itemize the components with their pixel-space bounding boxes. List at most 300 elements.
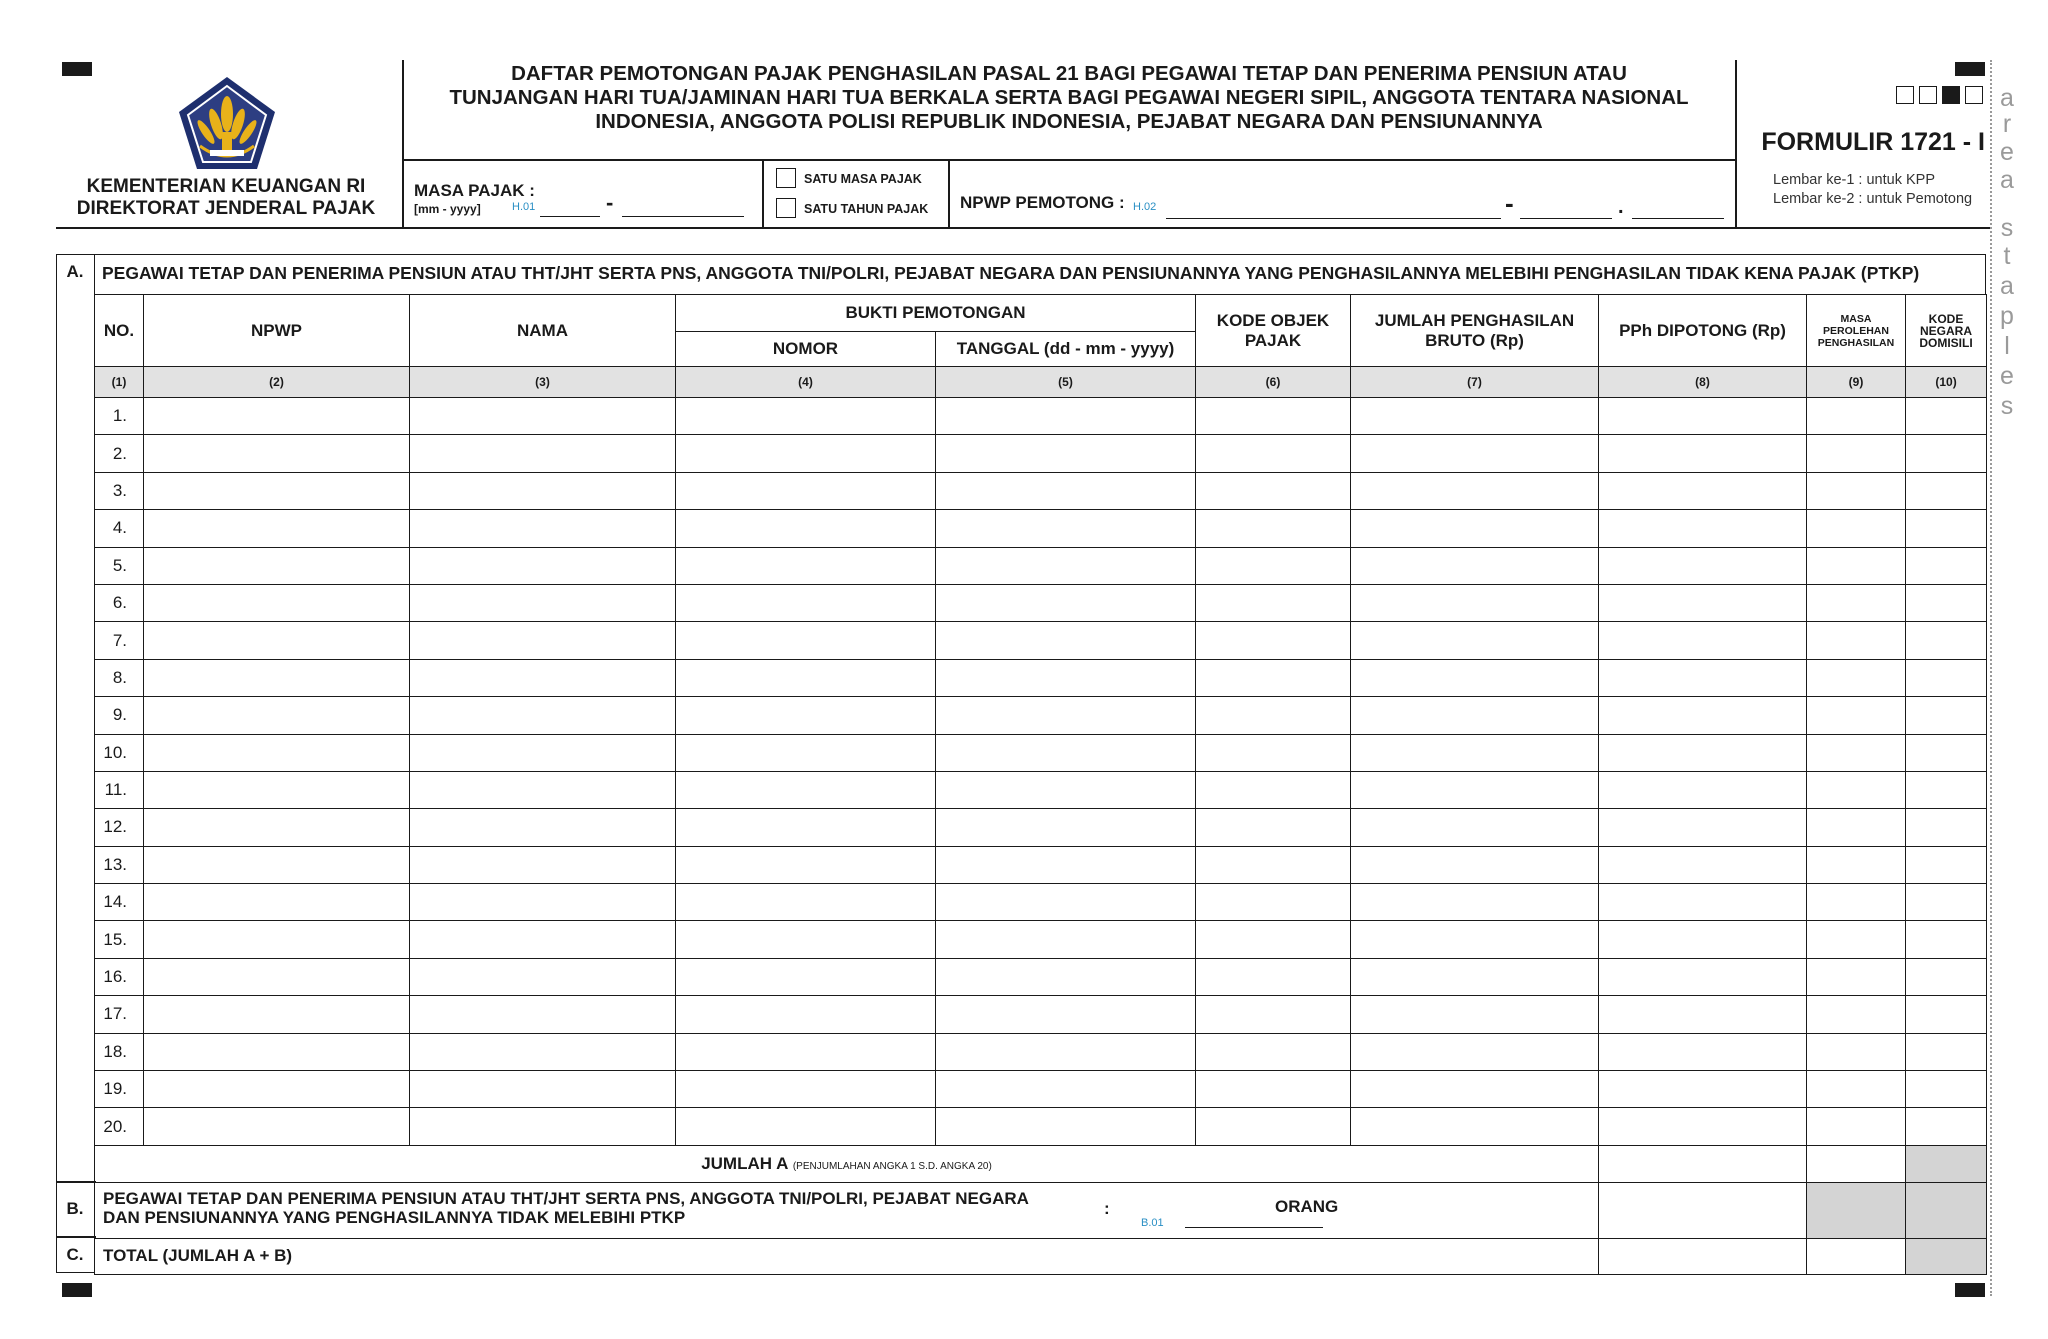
npwp-pemotong-suffix-input[interactable] [1632,218,1724,219]
bruto-cell[interactable] [1351,846,1599,883]
kode-negara-cell[interactable] [1906,846,1987,883]
nomor-cell[interactable] [676,435,936,472]
kode-negara-cell[interactable] [1906,996,1987,1033]
pph-cell[interactable] [1599,584,1807,621]
col-header-nama: NAMA [410,295,676,367]
nama-cell[interactable] [410,398,676,435]
kode-objek-cell[interactable] [1196,622,1351,659]
npwp-cell[interactable] [144,884,410,921]
nomor-cell[interactable] [676,1071,936,1108]
section-a-letter: A. [66,262,84,281]
jumlah-a-note: (PENJUMLAHAN ANGKA 1 S.D. ANGKA 20) [792,1160,992,1172]
bruto-cell[interactable] [1351,510,1599,547]
tanggal-cell[interactable] [936,1108,1196,1145]
pph-cell[interactable] [1599,659,1807,696]
kode-objek-cell[interactable] [1196,547,1351,584]
table-row [95,1108,1987,1145]
table-row [95,996,1987,1033]
kode-objek-cell[interactable] [1196,958,1351,995]
satu-tahun-pajak-checkbox[interactable] [776,198,796,218]
npwp-dot: . [1618,196,1624,218]
kode-negara-cell[interactable] [1906,398,1987,435]
pph-cell[interactable] [1599,809,1807,846]
kode-negara-cell[interactable] [1906,547,1987,584]
nomor-cell[interactable] [676,846,936,883]
masa-cell[interactable] [1807,771,1906,808]
section-b-title-line-1: PEGAWAI TETAP DAN PENERIMA PENSIUN ATAU THT/JHT SERTA PNS, ANGGOTA TNI/POLRI, PEJABAT NEGARA [103,1188,1029,1208]
sheet-2-note: Lembar ke-2 : untuk Pemotong [1773,191,1973,207]
column-number: (8) [1599,367,1807,398]
ministry-name: KEMENTERIAN KEUANGAN RI [86,176,366,197]
nomor-cell[interactable] [676,510,936,547]
nomor-cell[interactable] [676,622,936,659]
bruto-cell[interactable] [1351,659,1599,696]
npwp-cell[interactable] [144,1033,410,1070]
masa-cell[interactable] [1807,921,1906,958]
title-underline [402,159,1737,161]
kode-objek-cell[interactable] [1196,921,1351,958]
bruto-cell[interactable] [1351,398,1599,435]
section-c-bruto-input[interactable] [1599,1238,1807,1274]
nomor-cell[interactable] [676,771,936,808]
npwp-cell[interactable] [144,697,410,734]
pph-cell[interactable] [1599,884,1807,921]
nomor-cell[interactable] [676,996,936,1033]
nomor-cell[interactable] [676,958,936,995]
pph-cell[interactable] [1599,846,1807,883]
nama-cell[interactable] [410,622,676,659]
table-row [95,547,1987,584]
masa-cell[interactable] [1807,659,1906,696]
row-number: 20. [95,1108,144,1145]
row-number: 6. [95,584,144,621]
satu-masa-pajak-label: SATU MASA PAJAK [804,172,922,186]
masa-cell[interactable] [1807,435,1906,472]
table-row [95,884,1987,921]
column-number: (3) [410,367,676,398]
nama-cell[interactable] [410,846,676,883]
kode-objek-cell[interactable] [1196,398,1351,435]
nama-cell[interactable] [410,809,676,846]
table-row [95,921,1987,958]
pph-cell[interactable] [1599,697,1807,734]
nama-cell[interactable] [410,697,676,734]
kode-negara-cell[interactable] [1906,472,1987,509]
masa-cell[interactable] [1807,510,1906,547]
jumlah-a-pph-input[interactable] [1807,1145,1906,1182]
npwp-cell[interactable] [144,547,410,584]
bruto-cell[interactable] [1351,472,1599,509]
kode-objek-cell[interactable] [1196,659,1351,696]
tanggal-cell[interactable] [936,921,1196,958]
section-c-label-cell [95,1238,1599,1274]
col-header-npwp: NPWP [144,295,410,367]
col-header-kode-objek-pajak: KODE OBJEK PAJAK [1196,295,1351,367]
nama-cell[interactable] [410,734,676,771]
nomor-cell[interactable] [676,584,936,621]
npwp-cell[interactable] [144,771,410,808]
kode-negara-cell[interactable] [1906,771,1987,808]
table-row [95,697,1987,734]
pph-cell[interactable] [1599,1108,1807,1145]
tanggal-cell[interactable] [936,547,1196,584]
page-code-squares [1896,86,1988,106]
nama-cell[interactable] [410,1033,676,1070]
row-number: 19. [95,1071,144,1108]
col-header-nomor: NOMOR [676,332,936,367]
nomor-cell[interactable] [676,1033,936,1070]
nomor-cell[interactable] [676,547,936,584]
bruto-cell[interactable] [1351,1071,1599,1108]
kode-objek-cell[interactable] [1196,510,1351,547]
pph-cell[interactable] [1599,435,1807,472]
masa-pajak-year-input[interactable] [622,216,744,217]
masa-cell[interactable] [1807,1108,1906,1145]
section-c-pph-input[interactable] [1807,1238,1906,1274]
kode-objek-cell[interactable] [1196,846,1351,883]
masa-cell[interactable] [1807,734,1906,771]
kode-objek-cell[interactable] [1196,697,1351,734]
kode-objek-cell[interactable] [1196,1033,1351,1070]
nama-cell[interactable] [410,659,676,696]
column-number: (10) [1906,367,1987,398]
pph-cell[interactable] [1599,472,1807,509]
masa-cell[interactable] [1807,547,1906,584]
npwp-cell[interactable] [144,921,410,958]
pph-cell[interactable] [1599,771,1807,808]
col-header-kode-negara: KODE NEGARA DOMISILI [1906,295,1987,367]
section-b-colon: : [1104,1198,1110,1218]
npwp-cell[interactable] [144,846,410,883]
row-number: 14. [95,884,144,921]
section-b-unit: ORANG [1275,1196,1339,1216]
jumlah-a-shaded-cell [1906,1145,1987,1182]
npwp-cell[interactable] [144,958,410,995]
bruto-cell[interactable] [1351,884,1599,921]
kode-negara-cell[interactable] [1906,584,1987,621]
row-number: 18. [95,1033,144,1070]
kode-objek-cell[interactable] [1196,734,1351,771]
pph-cell[interactable] [1599,547,1807,584]
row-number: 3. [95,472,144,509]
nama-cell[interactable] [410,472,676,509]
pph-cell[interactable] [1599,398,1807,435]
tanggal-cell[interactable] [936,435,1196,472]
kode-negara-cell[interactable] [1906,1108,1987,1145]
nomor-cell[interactable] [676,921,936,958]
row-number: 7. [95,622,144,659]
bruto-cell[interactable] [1351,921,1599,958]
col-header-masa-perolehan: MASA PEROLEHAN PENGHASILAN [1807,295,1906,367]
pph-cell[interactable] [1599,996,1807,1033]
masa-cell[interactable] [1807,584,1906,621]
npwp-cell[interactable] [144,809,410,846]
checkbox-divider [948,160,950,228]
section-b-shaded-cell [1906,1182,1987,1238]
pph-cell[interactable] [1599,958,1807,995]
bruto-cell[interactable] [1351,809,1599,846]
kode-objek-cell[interactable] [1196,472,1351,509]
column-number: (5) [936,367,1196,398]
section-b-letter: B. [66,1199,84,1218]
table-row [95,584,1987,621]
tanggal-cell[interactable] [936,510,1196,547]
masa-cell[interactable] [1807,472,1906,509]
satu-tahun-pajak-label: SATU TAHUN PAJAK [804,202,929,216]
kode-objek-cell[interactable] [1196,1108,1351,1145]
ministry-logo [176,74,278,174]
kode-objek-cell[interactable] [1196,435,1351,472]
tanggal-cell[interactable] [936,734,1196,771]
kode-negara-cell[interactable] [1906,659,1987,696]
nomor-cell[interactable] [676,697,936,734]
section-c-row [95,1238,1987,1274]
row-number: 10. [95,734,144,771]
kode-negara-cell[interactable] [1906,884,1987,921]
kode-negara-cell[interactable] [1906,921,1987,958]
nomor-cell[interactable] [676,1108,936,1145]
section-b-label-cell [95,1182,1599,1238]
kode-negara-cell[interactable] [1906,697,1987,734]
tanggal-cell[interactable] [936,584,1196,621]
row-number: 15. [95,921,144,958]
tanggal-cell[interactable] [936,472,1196,509]
bruto-cell[interactable] [1351,622,1599,659]
column-number: (2) [144,367,410,398]
tanggal-cell[interactable] [936,697,1196,734]
table-row [95,398,1987,435]
npwp-pemotong-code: H.02 [1133,201,1157,213]
registration-mark-top-left [62,62,92,76]
masa-cell[interactable] [1807,846,1906,883]
column-number: (4) [676,367,936,398]
nama-cell[interactable] [410,510,676,547]
table-row [95,734,1987,771]
nama-cell[interactable] [410,1108,676,1145]
tanggal-cell[interactable] [936,398,1196,435]
masa-pajak-month-input[interactable] [540,216,600,217]
nomor-cell[interactable] [676,398,936,435]
tanggal-cell[interactable] [936,809,1196,846]
nama-cell[interactable] [410,996,676,1033]
table-row [95,771,1987,808]
npwp-cell[interactable] [144,510,410,547]
row-number: 16. [95,958,144,995]
npwp-cell[interactable] [144,734,410,771]
npwp-cell[interactable] [144,1108,410,1145]
form-title-line-1: DAFTAR PEMOTONGAN PAJAK PENGHASILAN PASAL 21 BAGI PEGAWAI TETAP DAN PENERIMA PENSIUN ATAU [511,62,1627,85]
registration-mark-top-right [1955,62,1985,76]
kode-objek-cell[interactable] [1196,1071,1351,1108]
npwp-cell[interactable] [144,435,410,472]
table-row [95,659,1987,696]
row-number: 5. [95,547,144,584]
nama-cell[interactable] [410,584,676,621]
kode-negara-cell[interactable] [1906,622,1987,659]
masa-cell[interactable] [1807,996,1906,1033]
table-row [95,435,1987,472]
masa-pajak-code: H.01 [512,201,536,213]
kode-negara-cell[interactable] [1906,1033,1987,1070]
row-number: 1. [95,398,144,435]
table-row [95,510,1987,547]
kode-negara-cell[interactable] [1906,809,1987,846]
masa-cell[interactable] [1807,398,1906,435]
npwp-cell[interactable] [144,472,410,509]
kode-negara-cell[interactable] [1906,435,1987,472]
masa-cell[interactable] [1807,697,1906,734]
nomor-cell[interactable] [676,734,936,771]
tanggal-cell[interactable] [936,622,1196,659]
section-b-row [95,1182,1987,1238]
form-title-line-2: TUNJANGAN HARI TUA/JAMINAN HARI TUA BERKALA SERTA BAGI PEGAWAI NEGERI SIPIL, ANGGOTA TENTARA NASIONAL [449,86,1689,109]
registration-mark-bottom-right [1955,1283,1985,1297]
npwp-cell[interactable] [144,659,410,696]
jumlah-a-label-cell [95,1145,1599,1182]
bruto-cell[interactable] [1351,958,1599,995]
pph-cell[interactable] [1599,622,1807,659]
form-code: FORMULIR 1721 - I [1761,128,1985,156]
pph-cell[interactable] [1599,1071,1807,1108]
bruto-cell[interactable] [1351,1108,1599,1145]
section-b-c-divider [56,1236,96,1238]
tanggal-cell[interactable] [936,996,1196,1033]
kode-objek-cell[interactable] [1196,996,1351,1033]
masa-cell[interactable] [1807,809,1906,846]
col-header-jumlah-penghasilan: JUMLAH PENGHASILAN BRUTO (Rp) [1351,295,1599,367]
section-b-title-line-2: DAN PENSIUNANNYA YANG PENGHASILANNYA TIDAK MELEBIHI PTKP [103,1207,686,1227]
npwp-cell[interactable] [144,398,410,435]
tanggal-cell[interactable] [936,884,1196,921]
bruto-cell[interactable] [1351,547,1599,584]
row-number: 12. [95,809,144,846]
sheet-1-note: Lembar ke-1 : untuk KPP [1773,172,1935,188]
section-b-count-input[interactable] [1185,1227,1323,1228]
tanggal-cell[interactable] [936,1033,1196,1070]
table-row [95,958,1987,995]
npwp-pemotong-main-input[interactable] [1166,218,1501,219]
directorate-name: DIREKTORAT JENDERAL PAJAK [76,198,376,219]
section-b-bruto-input[interactable] [1599,1182,1807,1238]
npwp-pemotong-branch-input[interactable] [1520,218,1612,219]
nomor-cell[interactable] [676,472,936,509]
nama-cell[interactable] [410,435,676,472]
nama-cell[interactable] [410,771,676,808]
registration-mark-bottom-left [62,1283,92,1297]
nama-cell[interactable] [410,921,676,958]
bruto-cell[interactable] [1351,996,1599,1033]
masa-pajak-separator: - [606,190,614,215]
bruto-cell[interactable] [1351,771,1599,808]
nama-cell[interactable] [410,958,676,995]
pph-cell[interactable] [1599,510,1807,547]
npwp-dash: - [1505,188,1514,218]
kode-negara-cell[interactable] [1906,734,1987,771]
section-c-letter: C. [66,1245,84,1264]
table-row [95,1071,1987,1108]
masa-cell[interactable] [1807,622,1906,659]
table-row [95,846,1987,883]
masa-pajak-format: [mm - yyyy] [414,202,481,216]
kode-negara-cell[interactable] [1906,510,1987,547]
nomor-cell[interactable] [676,884,936,921]
kode-objek-cell[interactable] [1196,771,1351,808]
nama-cell[interactable] [410,1071,676,1108]
column-number: (7) [1351,367,1599,398]
jumlah-a-bruto-input[interactable] [1599,1145,1807,1182]
kode-objek-cell[interactable] [1196,884,1351,921]
section-a-title: PEGAWAI TETAP DAN PENERIMA PENSIUN ATAU THT/JHT SERTA PNS, ANGGOTA TNI/POLRI, PEJABAT NEGARA DAN PENSIUNANNYA YANG PENGHASILANNYA MELEBIHI PENGHASILAN TIDAK KENA PAJAK (PTKP) [102,263,1920,283]
section-c-shaded-cell [1906,1238,1987,1274]
masa-divider [762,160,764,228]
table-row [95,472,1987,509]
bruto-cell[interactable] [1351,1033,1599,1070]
npwp-pemotong-label: NPWP PEMOTONG : [960,193,1125,212]
section-letter-column [56,254,94,1273]
tanggal-cell[interactable] [936,1071,1196,1108]
header-bottom-line [56,227,1990,229]
col-header-no: NO. [95,295,144,367]
npwp-cell[interactable] [144,622,410,659]
tanggal-cell[interactable] [936,659,1196,696]
nama-cell[interactable] [410,547,676,584]
section-b-shaded-cell [1807,1182,1906,1238]
kode-objek-cell[interactable] [1196,809,1351,846]
masa-cell[interactable] [1807,958,1906,995]
npwp-cell[interactable] [144,996,410,1033]
row-number: 11. [95,771,144,808]
bruto-cell[interactable] [1351,697,1599,734]
masa-pajak-label: MASA PAJAK : [414,181,535,200]
npwp-cell[interactable] [144,584,410,621]
row-number: 4. [95,510,144,547]
col-header-pph-dipotong: PPh DIPOTONG (Rp) [1599,295,1807,367]
nama-cell[interactable] [410,884,676,921]
table-row [95,809,1987,846]
npwp-cell[interactable] [144,1071,410,1108]
nomor-cell[interactable] [676,809,936,846]
table-row [95,622,1987,659]
bruto-cell[interactable] [1351,734,1599,771]
jumlah-a-label: JUMLAH A [701,1153,789,1173]
masa-cell[interactable] [1807,884,1906,921]
kode-objek-cell[interactable] [1196,584,1351,621]
pph-cell[interactable] [1599,921,1807,958]
satu-masa-pajak-checkbox[interactable] [776,168,796,188]
withholding-table [94,294,1987,1275]
section-b-code: B.01 [1141,1216,1164,1229]
nomor-cell[interactable] [676,659,936,696]
kode-negara-cell[interactable] [1906,958,1987,995]
tanggal-cell[interactable] [936,771,1196,808]
tanggal-cell[interactable] [936,958,1196,995]
tanggal-cell[interactable] [936,846,1196,883]
col-header-tanggal: TANGGAL (dd - mm - yyyy) [936,332,1196,367]
pph-cell[interactable] [1599,734,1807,771]
bruto-cell[interactable] [1351,435,1599,472]
column-number: (9) [1807,367,1906,398]
jumlah-a-row [95,1145,1987,1182]
masa-cell[interactable] [1807,1033,1906,1070]
pph-cell[interactable] [1599,1033,1807,1070]
header-divider-right [1735,60,1737,228]
bruto-cell[interactable] [1351,584,1599,621]
row-number: 9. [95,697,144,734]
section-a-b-divider [56,1181,96,1183]
kode-negara-cell[interactable] [1906,1071,1987,1108]
masa-cell[interactable] [1807,1071,1906,1108]
row-number: 13. [95,846,144,883]
